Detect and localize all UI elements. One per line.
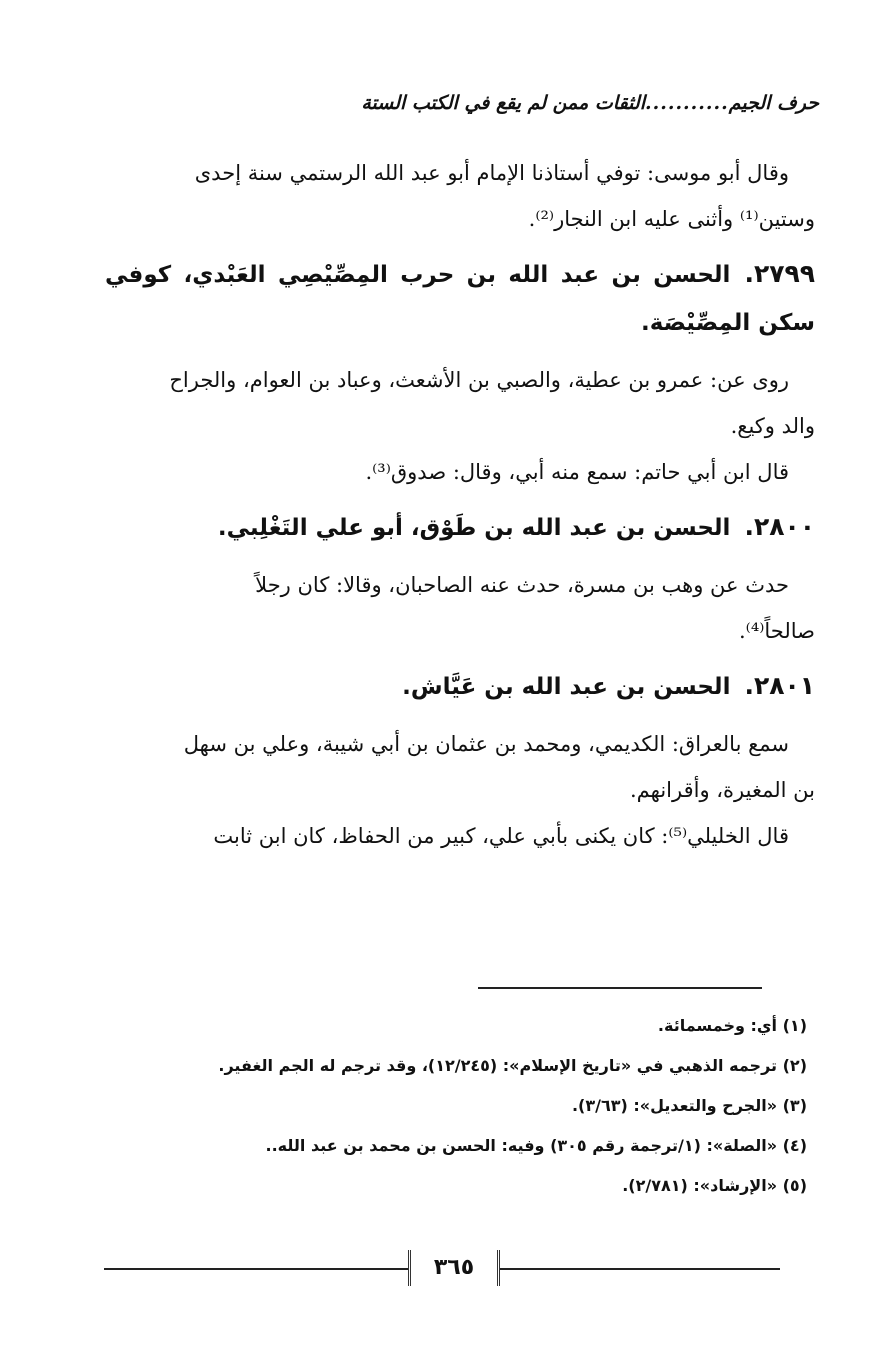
text-line: وستين⁽¹⁾ وأثنى عليه ابن النجار⁽²⁾. bbox=[528, 207, 815, 231]
text-line: بن المغيرة، وأقرانهم. bbox=[629, 778, 815, 802]
entry-title: الحسن بن عبد الله بن طَوْق، أبو علي التَغْلِبي. bbox=[217, 515, 731, 541]
text-line: سمع بالعراق: الكديمي، ومحمد بن عثمان بن أبي شيبة، وعلي بن سهل bbox=[183, 732, 789, 756]
biography-entry-heading bbox=[105, 503, 815, 552]
text-line: حدث عن وهب بن مسرة، حدث عنه الصاحبان، وقالا: كان رجلاً bbox=[255, 573, 789, 597]
running-header bbox=[120, 92, 819, 114]
entry-number: ٢٨٠١. bbox=[744, 671, 815, 700]
header-dots: ........... bbox=[644, 92, 729, 114]
header-book-title: الثقات ممن لم يقع في الكتب الستة bbox=[361, 92, 645, 114]
main-text bbox=[105, 150, 815, 859]
footnote-item: (٢) ترجمه الذهبي في «تاريخ الإسلام»: (١٢/٢٤٥)، وقد ترجم له الجم الغفير. bbox=[218, 1056, 807, 1075]
text-line: صالحاً⁽⁴⁾. bbox=[738, 619, 815, 643]
entry-number: ٢٧٩٩. bbox=[744, 259, 815, 288]
footnotes bbox=[107, 1006, 807, 1206]
entry-number: ٢٨٠٠. bbox=[744, 512, 815, 541]
header-chapter: حرف الجيم bbox=[728, 92, 819, 114]
footnote-separator bbox=[478, 987, 762, 989]
footnote-item: (٤) «الصلة»: (١/ترجمة رقم ٣٠٥) وفيه: الحسن بن محمد بن عبد الله.. bbox=[265, 1136, 807, 1155]
text-line: روى عن: عمرو بن عطية، والصبي بن الأشعث، وعباد بن العوام، والجراح bbox=[169, 368, 789, 392]
text-line: قال الخليلي⁽⁵⁾: كان يكنى بأبي علي، كبير من الحفاظ، كان ابن ثابت bbox=[213, 824, 789, 848]
biography-entry-heading bbox=[105, 662, 815, 711]
footnote-item: (١) أي: وخمسمائة. bbox=[657, 1016, 807, 1035]
page-number: ٣٦٥ bbox=[408, 1250, 500, 1286]
footnote-item: (٥) «الإرشاد»: (٢/٧٨١). bbox=[622, 1176, 807, 1195]
text-line: وقال أبو موسى: توفي أستاذنا الإمام أبو عبد الله الرستمي سنة إحدى bbox=[194, 161, 789, 185]
footnote-item: (٣) «الجرح والتعديل»: (٣/٦٣). bbox=[571, 1096, 807, 1115]
biography-entry-heading bbox=[105, 250, 815, 347]
entry-title: الحسن بن عبد الله بن حرب المِصِّيْصِي العَبْدي، كوفي سكن المِصِّيْصَة. bbox=[105, 262, 815, 336]
text-line: والد وكيع. bbox=[730, 414, 815, 438]
entry-title: الحسن بن عبد الله بن عَيَّاش. bbox=[402, 674, 731, 700]
text-line: قال ابن أبي حاتم: سمع منه أبي، وقال: صدوق⁽³⁾. bbox=[365, 460, 789, 484]
